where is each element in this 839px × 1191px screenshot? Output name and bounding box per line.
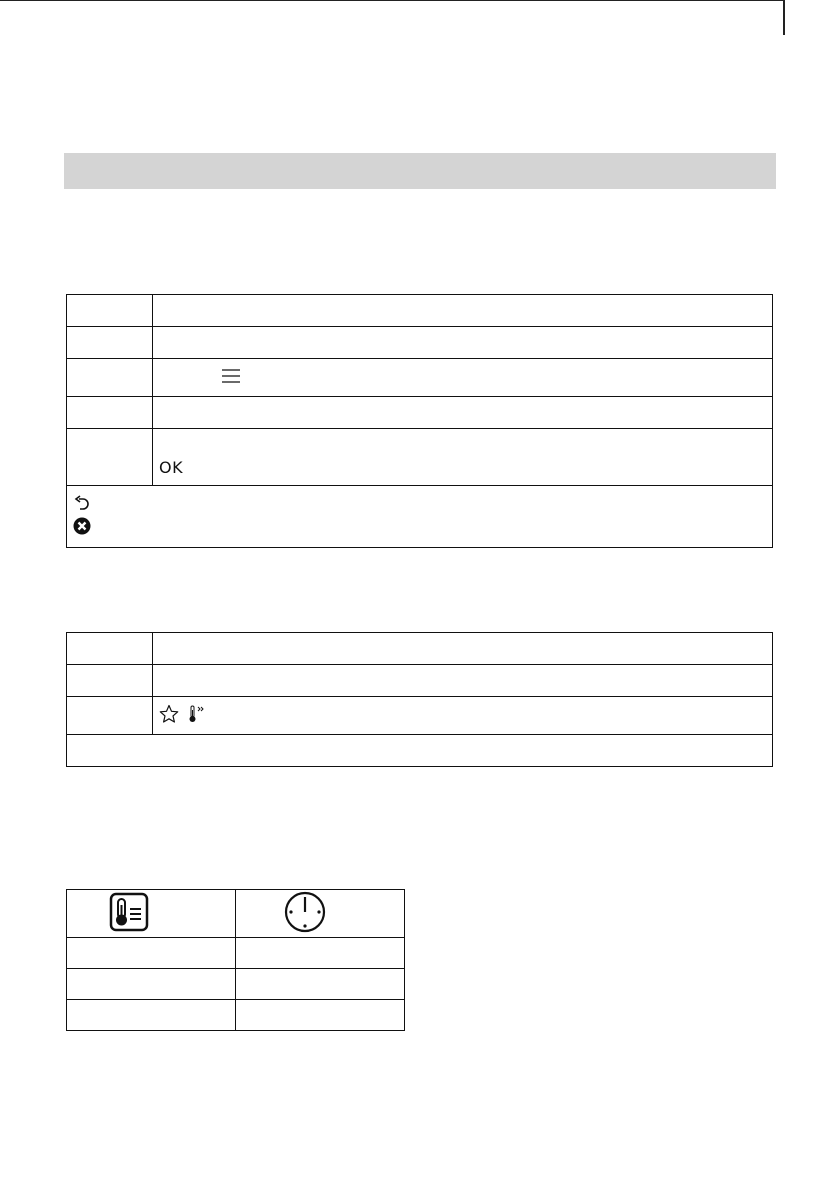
action-cell xyxy=(153,429,773,486)
step-cell xyxy=(67,633,153,665)
table-row xyxy=(67,665,773,697)
star-icon xyxy=(159,704,179,728)
cancel-x-icon xyxy=(73,517,91,539)
notes-cell xyxy=(67,486,773,548)
table-cell xyxy=(236,969,405,1000)
step-cell xyxy=(67,429,153,486)
table-cell xyxy=(67,1000,236,1031)
table-row xyxy=(67,633,773,665)
clock-icon xyxy=(284,891,326,937)
table-row xyxy=(67,735,773,767)
action-cell xyxy=(153,665,773,697)
action-cell xyxy=(153,327,773,359)
step-cell xyxy=(67,327,153,359)
table-row xyxy=(67,1000,405,1031)
top-rule xyxy=(0,0,784,1)
table-cell xyxy=(236,1000,405,1031)
step-cell xyxy=(67,397,153,429)
table-row xyxy=(67,397,773,429)
corner-tick xyxy=(783,0,785,35)
action-cell xyxy=(153,295,773,327)
table-row xyxy=(67,969,405,1000)
section-title-bar xyxy=(64,153,776,189)
menu-icon xyxy=(221,369,241,387)
step-cell xyxy=(67,295,153,327)
table-row xyxy=(67,327,773,359)
step-cell xyxy=(67,697,153,735)
fast-heat-thermometer-icon xyxy=(187,704,209,728)
step-cell xyxy=(67,359,153,397)
table-header-row xyxy=(67,890,405,938)
table-row xyxy=(67,486,773,548)
column-header xyxy=(67,890,236,938)
table-row xyxy=(67,697,773,735)
action-cell xyxy=(153,697,773,735)
note-cell xyxy=(67,735,773,767)
table-cell xyxy=(67,969,236,1000)
note-line xyxy=(73,495,766,517)
steps-table-1 xyxy=(66,294,773,548)
action-cell xyxy=(153,633,773,665)
table-row xyxy=(67,295,773,327)
table-cell xyxy=(236,938,405,969)
temperature-time-table xyxy=(66,889,405,1031)
column-header xyxy=(236,890,405,938)
note-line xyxy=(73,517,766,539)
ok-button-label: OK xyxy=(159,458,184,477)
table-row xyxy=(67,429,773,486)
back-arrow-icon xyxy=(73,495,91,517)
table-row xyxy=(67,359,773,397)
action-cell xyxy=(153,359,773,397)
table-row xyxy=(67,938,405,969)
step-cell xyxy=(67,665,153,697)
table-cell xyxy=(67,938,236,969)
steps-table-2 xyxy=(66,632,773,767)
action-cell xyxy=(153,397,773,429)
temperature-display-icon xyxy=(109,892,149,936)
